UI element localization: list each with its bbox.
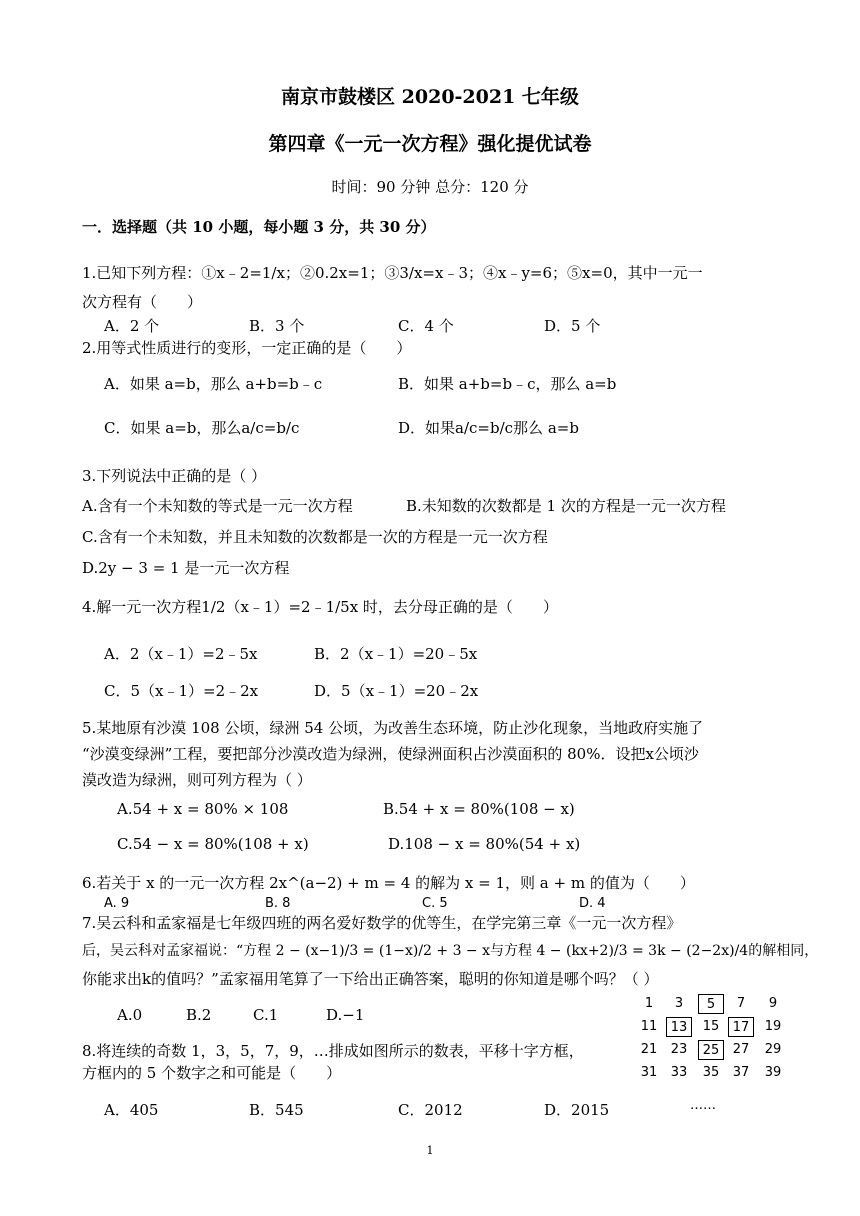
- grid-cell-boxed: 17: [728, 1017, 754, 1037]
- grid-cell: 31: [640, 1065, 658, 1080]
- q5-stem-line1: 5.某地原有沙漠 108 公顷，绿洲 54 公顷，为改善生态环境，防止沙化现象，当地政府实施了: [82, 719, 704, 737]
- q4-option-d: D．5（x﹣1）=20﹣2x: [314, 682, 479, 700]
- q3-option-b: B.未知数的次数都是 1 次的方程是一元一次方程: [406, 497, 726, 515]
- grid-cell: 3: [674, 996, 684, 1011]
- odd-number-grid: [636, 994, 796, 1084]
- grid-cell: 23: [670, 1042, 688, 1057]
- grid-cell-boxed: 5: [698, 994, 724, 1014]
- q6-option-c: C. 5: [422, 896, 448, 911]
- grid-cell: 27: [732, 1042, 750, 1057]
- q5-option-a: A.54 + x = 80% × 108: [117, 800, 289, 818]
- title-line-1: 南京市鼓楼区 2020-2021 七年级: [281, 86, 579, 108]
- q4-option-a: A．2（x﹣1）=2﹣5x: [104, 645, 258, 663]
- q5-stem-line3: 漠改造为绿洲，则可列方程为（ ）: [82, 771, 312, 789]
- q6-option-b: B. 8: [265, 896, 291, 911]
- q8-option-c: C．2012: [398, 1101, 463, 1119]
- q1-option-a: A．2 个: [104, 317, 160, 335]
- q7-stem-line1: 7.吴云科和孟家福是七年级四班的两名爱好数学的优等生，在学完第三章《一元一次方程》: [82, 914, 682, 932]
- page-number: 1: [426, 1144, 434, 1157]
- section-heading: 一．选择题（共 10 小题，每小题 3 分，共 30 分）: [82, 218, 436, 236]
- grid-cell: 39: [764, 1065, 782, 1080]
- grid-cell: 9: [768, 996, 778, 1011]
- q2-stem: 2.用等式性质进行的变形，一定正确的是（ ）: [82, 339, 412, 357]
- q7-option-d: D.−1: [326, 1006, 365, 1024]
- grid-cell: 35: [702, 1065, 720, 1080]
- grid-cell-boxed: 13: [666, 1017, 692, 1037]
- grid-ellipsis: ……: [690, 1098, 716, 1113]
- q7-option-a: A.0: [117, 1006, 143, 1024]
- q1-stem-line1: 1.已知下列方程：①x﹣2=1/x；②0.2x=1；③3/x=x﹣3；④x﹣y=6；⑤x=0，其中一元一: [82, 264, 703, 282]
- q2-option-c: C．如果 a=b，那么a/c=b/c: [104, 419, 300, 437]
- q3-option-c: C.含有一个未知数，并且未知数的次数都是一次的方程是一元一次方程: [82, 528, 548, 546]
- grid-cell: 19: [764, 1019, 782, 1034]
- q6-option-a: A. 9: [104, 896, 130, 911]
- q1-option-c: C．4 个: [398, 317, 454, 335]
- q4-option-b: B．2（x﹣1）=20﹣5x: [314, 645, 478, 663]
- q5-option-b: B.54 + x = 80%(108 − x): [383, 800, 575, 818]
- q2-option-d: D．如果a/c=b/c那么 a=b: [398, 419, 579, 437]
- q3-stem: 3.下列说法中正确的是（ ）: [82, 467, 267, 485]
- grid-cell: 11: [640, 1019, 658, 1034]
- grid-cell: 15: [702, 1019, 720, 1034]
- q2-option-a: A．如果 a=b，那么 a+b=b﹣c: [104, 375, 323, 393]
- q3-option-d: D.2y − 3 = 1 是一元一次方程: [82, 559, 290, 577]
- q5-option-d: D.108 − x = 80%(54 + x): [388, 835, 581, 853]
- q8-stem-line2: 方框内的 5 个数字之和可能是（ ）: [82, 1064, 342, 1082]
- q8-option-a: A．405: [104, 1101, 159, 1119]
- grid-cell: 33: [670, 1065, 688, 1080]
- grid-cell: 21: [640, 1042, 658, 1057]
- grid-cell: 37: [732, 1065, 750, 1080]
- q7-option-c: C.1: [253, 1006, 279, 1024]
- q5-option-c: C.54 − x = 80%(108 + x): [117, 835, 309, 853]
- q8-option-d: D．2015: [544, 1101, 610, 1119]
- grid-cell: 7: [736, 996, 746, 1011]
- q1-stem-line2: 次方程有（ ）: [82, 293, 203, 311]
- q4-option-c: C．5（x﹣1）=2﹣2x: [104, 682, 259, 700]
- q3-option-a: A.含有一个未知数的等式是一元一次方程: [82, 497, 353, 515]
- q1-option-d: D．5 个: [544, 317, 601, 335]
- grid-cell: 1: [644, 996, 654, 1011]
- q2-option-b: B．如果 a+b=b﹣c，那么 a=b: [398, 375, 617, 393]
- exam-meta: 时间：90 分钟 总分：120 分: [331, 178, 529, 196]
- q7-stem-line3: 你能求出k的值吗？”孟家福用笔算了一下给出正确答案，聪明的你知道是哪个吗？（ ）: [82, 970, 659, 988]
- grid-cell-boxed: 25: [698, 1040, 724, 1060]
- q6-option-d: D. 4: [579, 896, 606, 911]
- grid-cell: 29: [764, 1042, 782, 1057]
- title-line-2: 第四章《一元一次方程》强化提优试卷: [268, 133, 592, 155]
- q7-option-b: B.2: [186, 1006, 212, 1024]
- q5-stem-line2: “沙漠变绿洲”工程，要把部分沙漠改造为绿洲，使绿洲面积占沙漠面积的 80%．设把x公顷沙: [82, 745, 699, 763]
- q7-stem-line2: 后，吴云科对孟家福说：“方程 2 − (x−1)/3 = (1−x)/2 + 3 − x与方程 4 − (kx+2)/3 = 3k − (2−2x)/4的解相同，: [82, 943, 819, 959]
- q1-option-b: B．3 个: [249, 317, 305, 335]
- q8-option-b: B．545: [249, 1101, 304, 1119]
- q4-stem: 4.解一元一次方程1/2（x﹣1）=2﹣1/5x 时，去分母正确的是（ ）: [82, 598, 558, 616]
- q8-stem-line1: 8.将连续的奇数 1，3，5，7，9，…排成如图所示的数表，平移十字方框，: [82, 1042, 584, 1060]
- q6-stem: 6.若关于 x 的一元一次方程 2x^(a−2) + m = 4 的解为 x = 1，则 a + m 的值为（ ）: [82, 874, 695, 892]
